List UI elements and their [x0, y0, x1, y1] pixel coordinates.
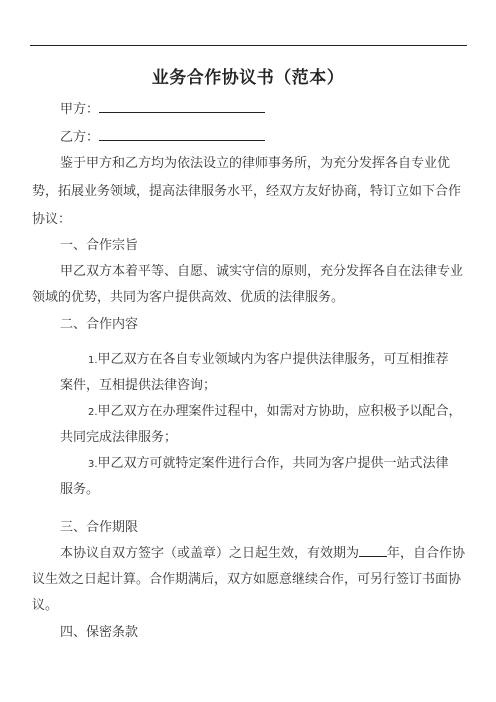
section-1-heading: 一、合作宗旨 — [60, 238, 139, 253]
term-text-before: 本协议自双方签字（或盖章）之日起生效，有效期为 — [60, 546, 360, 561]
document-title: 业务合作协议书（范本） — [151, 68, 345, 88]
list-item-3-text: 甲乙双方可就特定案件进行合作，共同为客户提供一站式法律 — [97, 456, 449, 471]
intro-line-1: 鉴于甲方和乙方均为依法设立的律师事务所，为充分发挥各自专业优 — [60, 156, 451, 171]
party-b-line — [60, 126, 265, 150]
term-text-after: 年，自合作协 — [387, 546, 466, 561]
list-item-2-number: 2. — [88, 407, 98, 418]
section-3-line-1 — [60, 542, 465, 566]
list-item-1-line-1 — [88, 348, 449, 373]
list-item-3-number: 3. — [88, 459, 98, 470]
list-item-2-line-2: 共同完成法律服务； — [60, 430, 178, 445]
section-1-line-2: 领域的优势，共同为客户提供高效、优质的法律服务。 — [32, 290, 345, 305]
list-item-3-line-2: 服务。 — [60, 482, 100, 497]
section-3-heading: 三、合作期限 — [60, 520, 139, 535]
section-1-line-1: 甲乙双方本着平等、自愿、诚实守信的原则，充分发挥各自在法律专业 — [60, 264, 464, 279]
list-item-2-text: 甲乙双方在办理案件过程中，如需对方协助，应积极予以配合， — [97, 404, 462, 419]
intro-line-2: 势，拓展业务领域，提高法律服务水平，经双方友好协商，特订立如下合作 — [32, 184, 462, 199]
list-item-3-line-1 — [88, 452, 449, 477]
party-b-blank[interactable] — [99, 126, 265, 141]
header-rule — [30, 45, 467, 46]
party-a-line — [60, 98, 265, 122]
intro-line-3: 协议： — [32, 212, 72, 227]
party-a-label: 甲方： — [60, 102, 100, 117]
section-3-line-2: 议生效之日起计算。合作期满后，双方如愿意继续合作，可另行签订书面协 — [32, 572, 462, 587]
list-item-1-line-2: 案件，互相提供法律咨询； — [60, 378, 217, 393]
list-item-2-line-1 — [88, 400, 462, 425]
list-item-1-text: 甲乙双方在各自专业领域内为客户提供法律服务，可互相推荐 — [97, 352, 449, 367]
term-years-blank[interactable] — [359, 542, 387, 557]
section-4-heading: 四、保密条款 — [60, 625, 139, 640]
list-item-1-number: 1. — [88, 355, 98, 366]
section-2-heading: 二、合作内容 — [60, 317, 139, 332]
section-3-line-3: 议。 — [32, 598, 59, 613]
party-a-blank[interactable] — [99, 98, 265, 113]
party-b-label: 乙方： — [60, 130, 100, 145]
